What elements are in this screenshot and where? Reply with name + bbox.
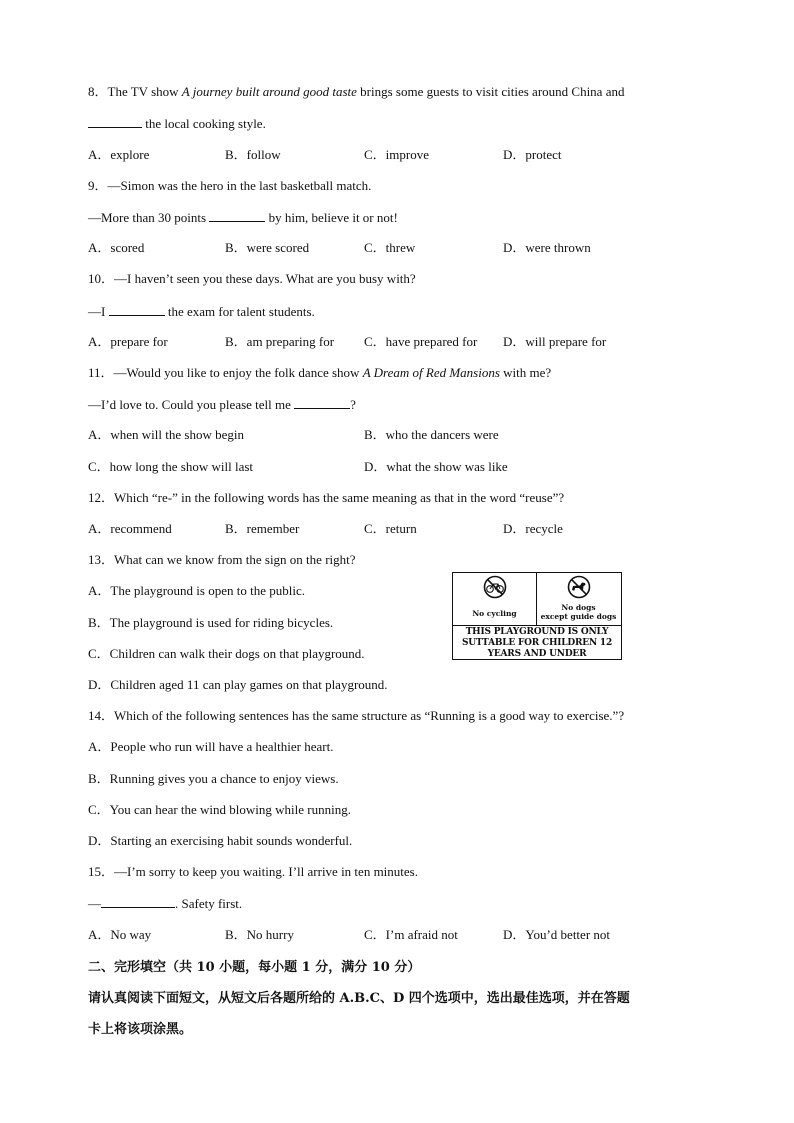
question-14-stem: 14．Which of the following sentences has the same structure as “Running is a good way to exercise.”? (88, 708, 625, 723)
q13-option-a: A．The playground is open to the public. (88, 583, 305, 598)
q10-option-a: A．prepare for (88, 334, 168, 349)
no-dogs-label: No dogs (561, 603, 596, 612)
question-8-line2: the local cooking style. (88, 115, 266, 132)
q11-option-c: C．how long the show will last (88, 459, 254, 474)
q15-option-d: D．You’d better not (503, 927, 611, 942)
q13-option-d: D．Children aged 11 can play games on that playground. (88, 677, 388, 692)
section-2-title: 二、完形填空（共 10 小题，每小题 1 分，满分 10 分） (88, 960, 421, 975)
question-11-title: A Dream of Red Mansions (362, 365, 500, 380)
q12-option-b: B．remember (225, 521, 300, 536)
q12-option-d: D．recycle (503, 521, 563, 536)
sign-warning-text: THIS PLAYGROUND IS ONLY SUTTABLE FOR CHILDREN 12 YEARS AND UNDER (461, 627, 613, 659)
section-2-instruction-line2: 卡上将该项涂黑。 (88, 1022, 193, 1037)
guide-dogs-label: except guide dogs (540, 612, 617, 621)
no-cycling-icon (480, 575, 510, 599)
q8-option-a: A．explore (88, 147, 150, 162)
q15-option-b: B．No hurry (225, 927, 294, 942)
section-2-instruction-line1: 请认真阅读下面短文，从短文后各题所给的 A.B.C、D 四个选项中，选出最佳选项，并在答题 (88, 991, 630, 1006)
q15-option-c: C．I’m afraid not (364, 927, 458, 942)
q14-option-c: C．You can hear the wind blowing while running. (88, 802, 351, 817)
q14-option-d: D．Starting an exercising habit sounds wonderful. (88, 833, 353, 848)
question-15-line2: — . Safety first. (88, 896, 243, 911)
q9-option-a: A．scored (88, 240, 145, 255)
q9-option-d: D．were thrown (503, 240, 591, 255)
no-cycling-label: No cycling (472, 609, 517, 618)
q10-option-b: B．am preparing for (225, 334, 335, 349)
q11-option-a: A．when will the show begin (88, 427, 244, 442)
q8-option-c: C．improve (364, 147, 429, 162)
q11-option-b: B．who the dancers were (364, 427, 499, 442)
q9-option-b: B．were scored (225, 240, 310, 255)
q10-option-c: C．have prepared for (364, 334, 478, 349)
answer-blank (294, 396, 350, 409)
q9-option-c: C．threw (364, 240, 416, 255)
question-10-line2: —I the exam for talent students. (88, 304, 315, 319)
question-15-stem: 15．—I’m sorry to keep you waiting. I’ll arrive in ten minutes. (88, 864, 418, 879)
q14-option-b: B．Running gives you a chance to enjoy views. (88, 771, 339, 786)
sign-no-cycling-cell (453, 573, 537, 625)
playground-sign (452, 572, 622, 660)
q11-option-d: D．what the show was like (364, 459, 508, 474)
q8-option-b: B．follow (225, 147, 281, 162)
q12-option-a: A．recommend (88, 521, 172, 536)
q10-option-d: D．will prepare for (503, 334, 607, 349)
question-11-stem: 11．—Would you like to enjoy the folk dance show A Dream of Red Mansions with me? (88, 365, 552, 380)
answer-blank (101, 895, 175, 908)
question-11-line2: —I’d love to. Could you please tell me ? (88, 397, 356, 412)
q15-option-a: A．No way (88, 927, 152, 942)
question-13-stem: 13．What can we know from the sign on the right? (88, 552, 356, 567)
question-8-stem: 8．The TV show A journey built around good taste brings some guests to visit cities around China and (88, 84, 625, 99)
answer-blank (88, 115, 142, 128)
q12-option-c: C．return (364, 521, 417, 536)
sign-no-dogs-cell (537, 573, 620, 625)
question-9-line2: —More than 30 points by him, believe it or not! (88, 210, 398, 225)
question-10-stem: 10．—I haven’t seen you these days. What are you busy with? (88, 271, 416, 286)
answer-blank (209, 209, 265, 222)
no-dogs-icon (564, 575, 594, 599)
q13-option-c: C．Children can walk their dogs on that playground. (88, 646, 365, 661)
q13-option-b: B．The playground is used for riding bicycles. (88, 615, 334, 630)
question-12-stem: 12．Which “re-” in the following words has the same meaning as that in the word “reuse”? (88, 490, 565, 505)
question-9-stem: 9．—Simon was the hero in the last basketball match. (88, 178, 372, 193)
sign-divider (453, 625, 621, 626)
question-8-title: A journey built around good taste (181, 84, 357, 99)
q14-option-a: A．People who run will have a healthier heart. (88, 739, 334, 754)
answer-blank (109, 303, 165, 316)
q8-option-d: D．protect (503, 147, 562, 162)
